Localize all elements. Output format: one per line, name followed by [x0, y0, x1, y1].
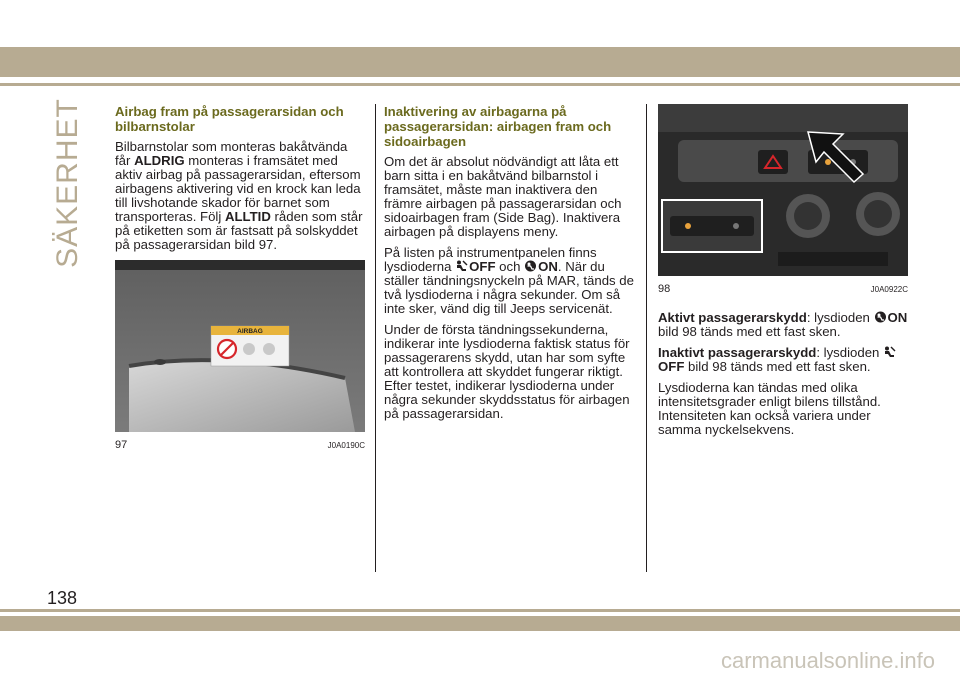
- column-divider: [375, 104, 376, 572]
- label-inactive-protection: Inaktivt passagerarskydd: [658, 345, 817, 360]
- figure-98: [658, 104, 908, 297]
- sun-visor-photo: [115, 260, 365, 432]
- header-bar: [0, 47, 960, 77]
- text: . När du ställer tändningsnyckeln på MAR, tänds de två lysdioderna i några sekunder. Om så inte sker, vänd dig till Jeeps servicenät.: [384, 259, 634, 316]
- led-off-label: OFF: [658, 359, 685, 374]
- figure-97-caption: [115, 438, 365, 453]
- paragraph-leds: [384, 246, 634, 316]
- text: bild 98 tänds med ett fast sken.: [688, 359, 871, 374]
- passenger-airbag-on-icon: [874, 311, 887, 323]
- figure-code: J0A0190C: [327, 441, 365, 450]
- text: bild 98 tänds med ett fast sken.: [658, 324, 841, 339]
- footer-rule: [0, 609, 960, 612]
- column-divider: [646, 104, 647, 572]
- footer-bar: [0, 616, 960, 631]
- text: : lysdioden: [816, 345, 880, 360]
- led-on-label: ON: [887, 310, 908, 325]
- text: råden som står på etiketten som är fastsatt på solskyddet på passagerarsidan bild 97.: [115, 209, 363, 252]
- text: och: [499, 259, 521, 274]
- page-number: 138: [47, 588, 78, 608]
- paragraph-active-protection: [658, 311, 908, 339]
- passenger-airbag-off-icon: [455, 260, 468, 272]
- header-rule: [0, 83, 960, 86]
- led-on-label: ON: [538, 259, 558, 274]
- section-tab-label: SÄKERHET: [51, 98, 84, 268]
- text: monteras i framsätet med aktiv airbag på passagerarsidan, eftersom airbagens aktivering vid en krock kan leda till livshotande skador för barnet som transporteras. Följ: [115, 153, 361, 224]
- paragraph-ignition-test: Under de första tändningssekunderna, indikerar inte lysdioderna faktisk status för passagerarens skydd, utan har som syfte att kontrollera att skyddet fungerar riktigt. Efter testet, indikerar lysdioderna under några sekunder skyddsstatus för airbagen på passagerarsidan.: [384, 322, 630, 421]
- watermark[interactable]: carmanualsonline.info: [720, 648, 935, 673]
- column-1: [115, 104, 365, 453]
- figure-number: 97: [115, 439, 128, 451]
- text: På listen på instrumentpanelen finns lysdioderna: [384, 245, 597, 274]
- text: : lysdioden: [806, 310, 870, 325]
- figure-number: 98: [658, 283, 671, 295]
- text: Bilbarnstolar som monteras bakåtvända får: [115, 139, 348, 168]
- label-airbag-text: AIRBAG: [237, 328, 263, 335]
- paragraph-deactivate: Om det är absolut nödvändigt att låta ett barn sitta i en bakåtvänd bilbarnstol i framsätet, måste man inaktivera den främre airbagen på passagerarsidan och sidoairbagen fram (Side Bag). Inaktivera airbagen på displayens meny.: [384, 154, 622, 239]
- column-2: [384, 104, 634, 428]
- paragraph-child-seat-warning: [115, 140, 365, 252]
- column-3: [658, 104, 908, 444]
- instrument-panel-photo: [658, 104, 908, 276]
- passenger-airbag-on-icon: [524, 260, 537, 272]
- label-active-protection: Aktivt passagerarskydd: [658, 310, 807, 325]
- section-tab: [48, 98, 88, 268]
- emphasis-never: ALDRIG: [134, 153, 185, 168]
- heading-deactivate-airbag: Inaktivering av airbagarna på passagerarsidan: airbagen fram och sidoairbagen: [384, 104, 612, 149]
- heading-airbag-child-seats: Airbag fram på passagerarsidan och bilbarnstolar: [115, 104, 344, 134]
- paragraph-intensity: Lysdioderna kan tändas med olika intensitetsgrader enligt bilens tillstånd. Intensiteten kan också variera under samma nyckelsekvens.: [658, 380, 881, 437]
- header-band: [0, 0, 960, 47]
- emphasis-always: ALLTID: [224, 209, 271, 224]
- figure-97: [115, 260, 365, 453]
- passenger-airbag-off-icon: [883, 346, 896, 358]
- paragraph-inactive-protection: [658, 346, 908, 374]
- figure-code: J0A0922C: [870, 285, 908, 294]
- figure-98-caption: [658, 282, 908, 297]
- led-off-label: OFF: [469, 259, 496, 274]
